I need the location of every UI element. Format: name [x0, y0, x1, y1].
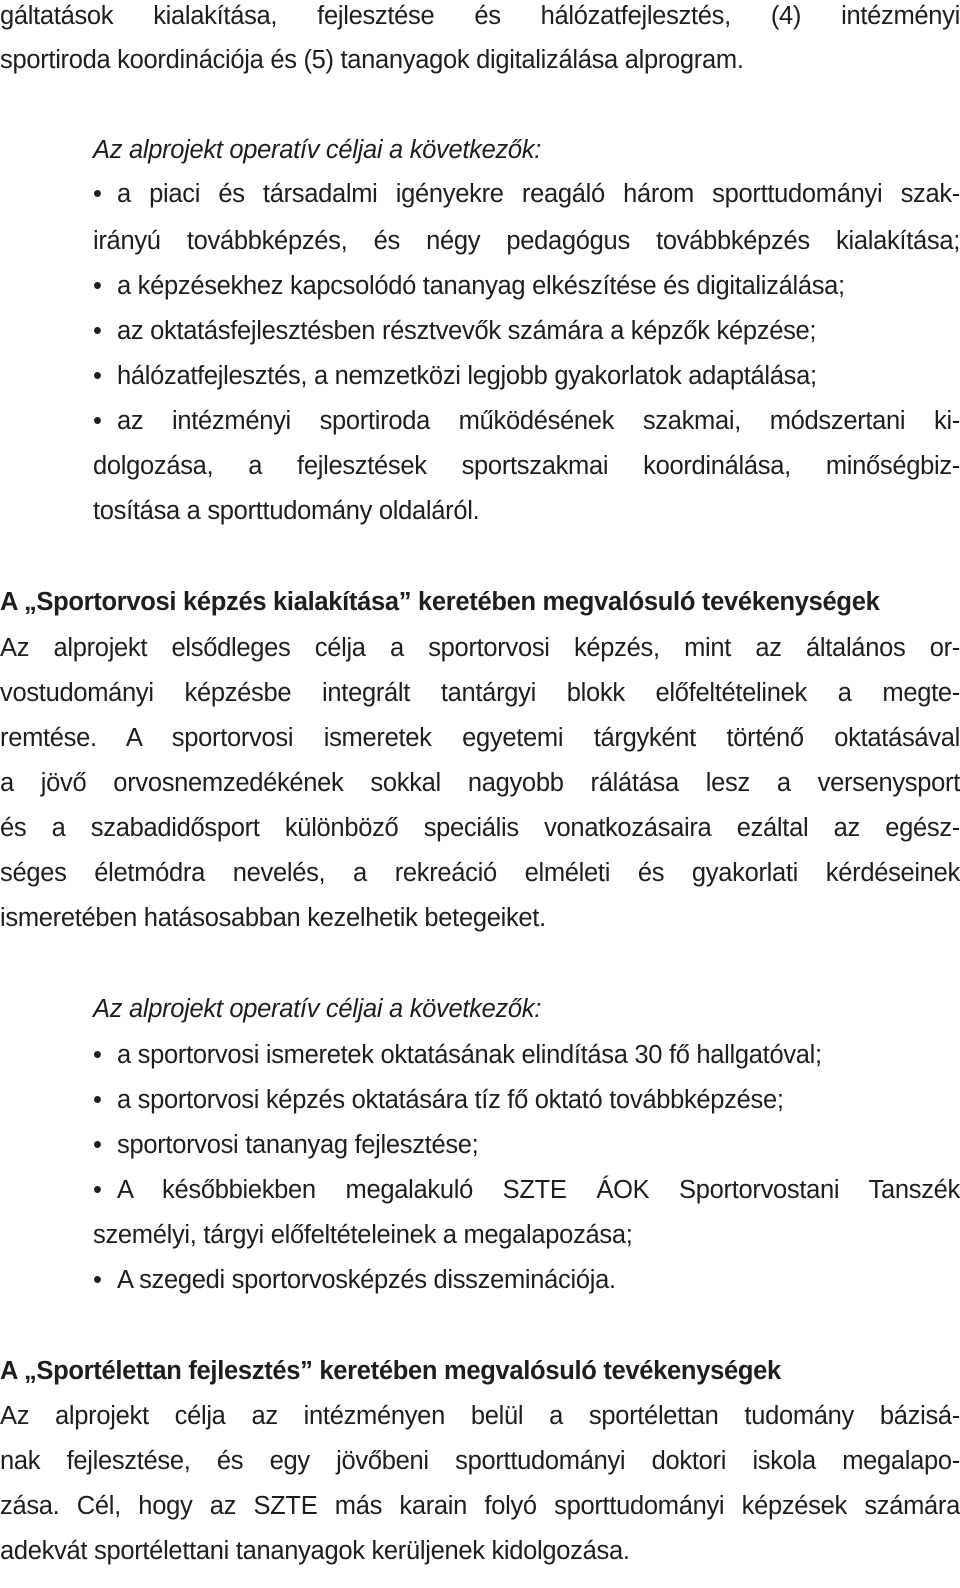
- bullet-icon: •: [93, 272, 102, 300]
- list-item-continuation: tosítása a sporttudomány oldaláról.: [93, 497, 480, 525]
- paragraph-line: remtése. A sportorvosi ismeretek egyetemi tárgyként történő oktatásával: [0, 724, 960, 752]
- paragraph-line: Az alprojekt elsődleges célja a sportorvosi képzés, mint az általános or-: [0, 634, 960, 662]
- list-item: • az intézményi sportiroda működésének szakmai, módszertani ki-: [93, 399, 960, 443]
- paragraph-line: zása. Cél, hogy az SZTE más karain folyó sporttudományi képzések számára: [0, 1492, 960, 1520]
- list-item: • a sportorvosi ismeretek oktatásának elindítása 30 fő hallgatóval;: [93, 1033, 960, 1077]
- section-heading: A „Sportélettan fejlesztés” keretében megvalósuló tevékenységek: [0, 1357, 781, 1385]
- list-item: • a sportorvosi képzés oktatására tíz fő oktató továbbképzése;: [93, 1078, 960, 1122]
- list-item-continuation: dolgozása, a fejlesztések sportszakmai koordinálása, minőségbiz-: [93, 452, 960, 480]
- list-item-continuation: személyi, tárgyi előfeltételeinek a megalapozása;: [93, 1221, 633, 1249]
- goals-heading: Az alprojekt operatív céljai a következők:: [93, 995, 542, 1023]
- bullet-icon: •: [93, 1041, 102, 1069]
- section-heading: A „Sportorvosi képzés kialakítása” keretében megvalósuló tevékenységek: [0, 588, 880, 616]
- bullet-icon: •: [93, 1086, 102, 1114]
- bullet-icon: •: [93, 407, 102, 435]
- paragraph-line: séges életmódra nevelés, a rekreáció elméleti és gyakorlati kérdéseinek: [0, 859, 960, 887]
- paragraph-line: Az alprojekt célja az intézményen belül a sportélettan tudomány bázisá-: [0, 1402, 960, 1430]
- goals-heading: Az alprojekt operatív céljai a következők:: [93, 136, 542, 164]
- intro-line-1: gáltatások kialakítása, fejlesztése és hálózatfejlesztés, (4) intézményi: [0, 2, 960, 30]
- bullet-icon: •: [93, 317, 102, 345]
- list-item: • A későbbiekben megalakuló SZTE ÁOK Sportorvostani Tanszék: [93, 1168, 960, 1212]
- list-item: • A szegedi sportorvosképzés disszeminációja.: [93, 1258, 960, 1302]
- list-item: • az oktatásfejlesztésben résztvevők számára a képzők képzése;: [93, 309, 960, 353]
- list-item: • hálózatfejlesztés, a nemzetközi legjobb gyakorlatok adaptálása;: [93, 354, 960, 398]
- list-item: • sportorvosi tananyag fejlesztése;: [93, 1123, 960, 1167]
- list-item: • a képzésekhez kapcsolódó tananyag elkészítése és digitalizálása;: [93, 264, 960, 308]
- list-item-continuation: irányú továbbképzés, és négy pedagógus továbbképzés kialakítása;: [93, 227, 960, 255]
- bullet-icon: •: [93, 180, 102, 208]
- paragraph-line: vostudományi képzésbe integrált tantárgyi blokk előfeltételinek a megte-: [0, 679, 960, 707]
- paragraph-line: nak fejlesztése, és egy jövőbeni sporttudományi doktori iskola megalapo-: [0, 1447, 960, 1475]
- bullet-icon: •: [93, 362, 102, 390]
- paragraph-line: a jövő orvosnemzedékének sokkal nagyobb rálátása lesz a versenysport: [0, 769, 960, 797]
- paragraph-line: adekvát sportélettani tananyagok kerüljenek kidolgozása.: [0, 1537, 630, 1565]
- paragraph-line: ismeretében hatásosabban kezelhetik betegeiket.: [0, 904, 546, 932]
- bullet-icon: •: [93, 1266, 102, 1294]
- paragraph-line: és a szabadidősport különböző speciális vonatkozásaira ezáltal az egész-: [0, 814, 960, 842]
- bullet-icon: •: [93, 1131, 102, 1159]
- intro-line-2: sportiroda koordinációja és (5) tananyagok digitalizálása alprogram.: [0, 46, 744, 74]
- bullet-icon: •: [93, 1176, 102, 1204]
- list-item: • a piaci és társadalmi igényekre reagáló három sporttudományi szak-: [93, 172, 960, 216]
